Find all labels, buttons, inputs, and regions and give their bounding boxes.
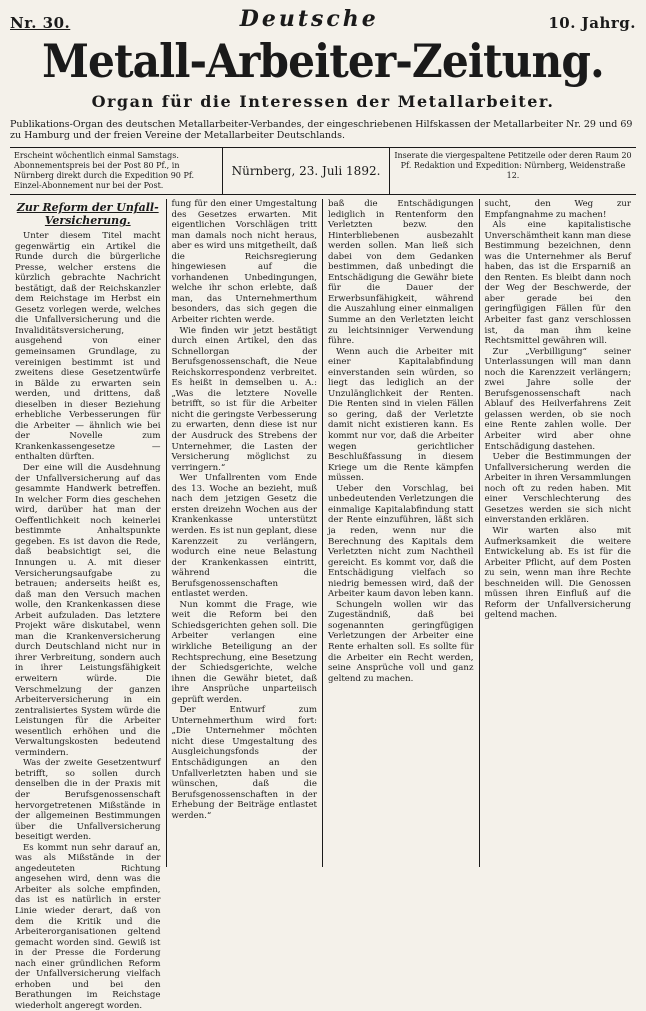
newspaper-subtitle: Organ für die Interessen der Metallarbeiter. [91,92,555,111]
paragraph: Es kommt nun sehr darauf an, was als Mißstände in der angedeuteten Richtung angesehen wird, denn was die Arbeiter als solche empfinden, das ist es natürlich in erster Linie wieder derart, daß von dem die Kritik und die Arbeiterorganisationen geltend gemacht worden sind. Gewiß ist in der Presse die Forderung nach einer gründlichen Reform der Unfallversicherung vielfach erhoben und bei den Berathungen im Reichstage wiederholt angeregt worden. [15,842,161,1011]
paragraph: Zur „Verbilligung“ seiner Unterlassungen will man dann noch die Karenzzeit verlängern; zwei Jahre solle der Berufsgenossenschaft nach Ablauf des Heilverfahrens Zeit gelassen werden, ob sie noch eine Rente zahlen wolle. Der Arbeiter wird aber ohne Entschädigung dastehen. [484,346,631,452]
paragraph: Als eine kapitalistische Unverschämtheit kann man diese Bestimmung bezeichnen, denn was die Unternehmer als Beruf haben, das ist die Ersparniß an den Renten. Es bleibt dann noch der Weg der Beschwerde, der aber gerade bei den geringfügigen Fällen für den Arbeiter fast ganz verschlossen ist, da man ihm keine Rechtsmittel gewähren will. [484,220,631,347]
article-columns [10,199,636,1011]
subscription-info: Erscheint wöchentlich einmal Samstags. Abonnementspreis bei der Post 80 Pf., in Nürnberg direkt durch die Expedition 90 Pf. Einzel-Abonnement nur bei der Post. [14,151,195,190]
paragraph: Was der zweite Gesetzentwurf betrifft, so sollen durch denselben die in der Praxis mit der Berufsgenossenschaft hervorgetretenen Mißstände in der allgemeinen Bestimmungen über die Unfallversicherung beseitigt werden. [15,758,161,843]
paragraph: Der eine will die Ausdehnung der Unfallversicherung auf das gesammte Handwerk betreffen. In welcher Form dies geschehen wird, darüber hat man der Oeffentlichkeit noch keinerlei bestimmte Anhaltspunkte gegeben. Es ist davon die Rede, daß beabsichtigt sei, die Innungen u. A. mit dieser Versicherungsaufgabe zu betrauen; anderseits heißt es, daß man den Versuch machen wolle, den Krankenkassen diese Arbeit aufzuladen. Das letztere Projekt wäre diskutabel, wenn man die Krankenversicherung durch Deutschland nicht nur in ihrer Verbreitung, sondern auch in ihrer Leistungsfähigkeit erweitern würde. Die Verschmelzung der ganzen Arbeiterversicherung in ein zentralisiertes System würde die Leistungen für die Arbeiter wesentlich erhöhen und die Verwaltungskosten bedeutend vermindern. [15,463,161,758]
column-4 [480,199,637,867]
paragraph: Nun kommt die Frage, wie weit die Reform bei den Schiedsgerichten gehen soll. Die Arbeiter verlangen eine wirkliche Beteiligung an der Rechtsprechung, eine Besetzung der Schiedsgerichte, welche ihnen die Gewähr bietet, daß ihre Ansprüche unparteiisch geprüft werden. [171,599,317,705]
paragraph: Ueber den Vorschlag, bei unbedeutenden Verletzungen die einmalige Kapitalabfindung statt der Rente einzuführen, läßt sich ja reden, wenn nur die Berechnung des Kapitals dem Verletzten nicht zum Nachtheil gereicht. Es kommt vor, daß die Entschädigung vielfach so niedrig bemessen wird, daß der Arbeiter kaum davon leben kann. [328,483,474,600]
paragraph: Ueber die Bestimmungen der Unfallversicherung werden die Arbeiter in ihren Versammlungen noch oft zu reden haben. Mit einer Verschlechterung des Gesetzes werden sie sich nicht einverstanden erklären. [484,452,631,526]
info-bar [10,147,636,195]
masthead-kicker: Deutsche [239,6,379,32]
paragraph: Unter diesem Titel macht gegenwärtig ein Artikel die Runde durch die bürgerliche Presse, welcher erstens die kürzlich gebrachte Nachricht bestätigt, daß der Reichskanzler dem Reichstage im Herbst ein Gesetz vorlegen werde, welches die Unfallversicherung und die Invaliditätsversicherung, ausgehend von einer gemeinsamen Grundlage, zu vereinigen bestimmt ist und zweitens diese Gesetzentwürfe in Bälde zu erwarten sein werden, und drittens, daß dieselben in dieser Beziehung erhebliche Verbesserungen für die Arbeiter — ähnlich wie bei der Novelle zum Krankenkassengesetze — enthalten dürften. [15,231,161,463]
issue-number: Nr. 30. [10,14,71,32]
column-3 [323,199,480,867]
paragraph: fung für den einer Umgestaltung des Gesetzes erwarten. Mit eigentlichen Vorschlägen tritt man damals noch nicht heraus, aber es wird uns mitgetheilt, daß die Reichsregierung hingewiesen auf die vorhandenen Unbedingungen, welche ihr schon erlebte, daß man, das Unternehmerthum besonders, das sich gegen die Arbeiter richten werde. [171,199,317,326]
publication-line: Publikations-Organ des deutschen Metallarbeiter-Verbandes, der eingeschriebenen Hilfskassen der Metallarbeiter Nr. 29 und 69 zu Hamburg und der freien Vereine der Metallarbeiter Deutschlands. [10,119,633,141]
paragraph: Wenn auch die Arbeiter mit einer Kapitalabfindung einverstanden sein würden, so liegt das lediglich an der Unzulänglichkeit der Renten. Die Renten sind in vielen Fällen so gering, daß der Verletzte damit nicht existieren kann. Es kommt nur vor, daß die Arbeiter wegen gerichtlicher Beschlußfassung in diesem Kriege um die Rente kämpfen müssen. [328,346,474,484]
paragraph: Wer Unfallrenten vom Ende des 13. Woche an bezieht, muß nach dem jetzigen Gesetz die ersten dreizehn Wochen aus der Krankenkasse unterstützt werden. Es ist nun geplant, diese Karenzzeit zu verlängern, wodurch eine neue Belastung der Krankenkassen eintritt, während die Berufsgenossenschaften entlastet werden. [171,473,317,600]
paragraph: Wir warten also mit Aufmerksamkeit die weitere Entwickelung ab. Es ist für die Arbeiter Pflicht, auf dem Posten zu sein, wenn man ihre Rechte beschneiden will. Die Genossen müssen ihren Einfluß auf die Reform der Unfallversicherung geltend machen. [484,525,631,621]
newspaper-title: Metall-Arbeiter-Zeitung. [42,34,604,88]
paragraph: baß die Entschädigungen lediglich in Rentenform den Verletzten bezw. den Hinterbliebenen ausbezahlt werden sollen. Man ließ sich dabei von dem Gedanken bestimmen, daß unbedingt die Entschädigung die Gewähr biete für die Dauer der Erwerbsunfähigkeit, während die Auszahlung einer einmaligen Summe an den Verletzten leicht zu leichtsinniger Verwendung führe. [328,199,474,347]
paragraph: Wie finden wir jetzt bestätigt durch einen Artikel, den das Schnellorgan der Berufsgenossenschaft, die Neue Reichskorrespondenz verbreitet. Es heißt in demselben u. A.: „Was die letztere Novelle betrifft, so ist für die Arbeiter nicht die geringste Verbesserung zu erwarten, denn diese ist nur der Ausdruck des Strebens der Unternehmer, die Lasten der Versicherung möglichst zu verringern.“ [171,325,317,473]
volume-year: 10. Jahrg. [548,14,636,32]
masthead-top-row [10,6,636,32]
column-1 [10,199,167,1011]
issue-date: Nürnberg, 23. Juli 1892. [222,148,390,194]
paragraph: sucht, den Weg zur Empfangnahme zu machen! [484,199,631,220]
paragraph: Der Entwurf zum Unternehmerthum wird fort: „Die Unternehmer möchten nicht diese Umgestaltung des Ausgleichungsfonds der Entschädigungen an den Unfallverletzten haben und sie wünschen, daß die Berufsgenossenschaften in der Erhebung der Beiträge entlastet werden.“ [171,705,317,821]
column-2 [167,199,324,867]
article-heading: Zur Reform der Unfall-Versicherung. [16,201,159,227]
advertising-info: Inserate die viergespaltene Petitzeile oder deren Raum 20 Pf. Redaktion und Expedition: Nürnberg, Weidenstraße 12. [394,151,632,180]
paragraph: Schungeln wollen wir das Zugeständniß, daß bei sogenannten geringfügigen Verletzungen der Arbeiter eine Rente erhalten soll. Es sollte für die Arbeiter ein Recht werden, seine Ansprüche voll und ganz geltend zu machen. [328,599,474,684]
